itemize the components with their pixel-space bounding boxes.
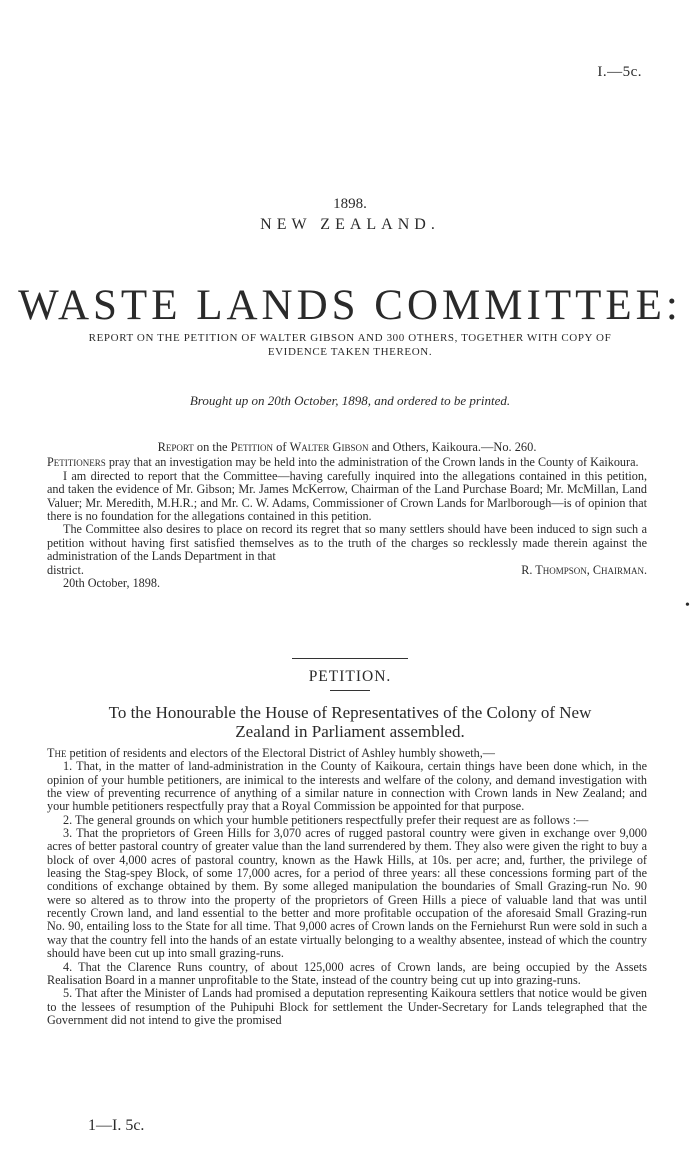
document-title: WASTE LANDS COMMITTEE:	[18, 282, 682, 329]
footer-signature-ref: 1—I. 5c.	[88, 1117, 145, 1134]
petitioners-lead: Petitioners	[47, 455, 106, 470]
petition-paragraph-4: 4. That the Clarence Runs country, of about 125,000 acres of Crown lands, are being occupied by the Assets Realisation Board in a manner unprofitable to the State, instead of the country being cut up into grazing-runs.	[47, 959, 647, 987]
chairman-signature: R. Thompson, Chairman.	[521, 562, 647, 577]
address-line-2: Zealand in Parliament assembled.	[235, 722, 465, 741]
section-divider	[292, 658, 408, 659]
report-sign-line	[47, 564, 647, 577]
report-heading	[47, 441, 647, 454]
petition-title: PETITION.	[308, 668, 392, 685]
report-word: Report	[157, 440, 194, 454]
report-paragraph-2: I am directed to report that the Committee—having carefully inquired into the allegations contained in this petition, and taken the evidence of Mr. Gibson; Mr. James McKerrow, Chairman of the Land Purchase Board; Mr. McMillan, Land Valuer; Mr. Meredith, M.H.R.; and Mr. C. W. Adams, Commissioner of Crown Lands for Marlborough—is of opinion that there is no foundation for the allegations contained in this petition.	[47, 468, 647, 524]
petition-intro	[47, 747, 647, 760]
petitioner-name: Walter Gibson	[289, 440, 369, 454]
page-reference: I.—5c.	[597, 64, 642, 80]
report-paragraph-3: The Committee also desires to place on record its regret that so many settlers should have been induced to sign such a petition without having first satisfied themselves as to the truth of the charges so recklessly made therein against the administration of the Lands Department in that	[47, 522, 647, 564]
address-line-1: To the Honourable the House of Representatives of the Colony of New	[108, 703, 592, 722]
report-paragraph-1	[47, 456, 647, 469]
report-heading-rest: and Others, Kaikoura.—No. 260.	[368, 440, 537, 454]
petition-body	[47, 747, 647, 1027]
petition-paragraph-5: 5. That after the Minister of Lands had promised a deputation representing Kaikoura settlers that notice would be given to the lessees of resumption of the Puhipuhi Block for settlement the Under-Secretary for Lands telegraphed that the Government did not intend to give the promised	[47, 986, 647, 1027]
petition-address	[60, 703, 640, 741]
margin-mark: •	[685, 598, 690, 613]
publication-year: 1898.	[333, 196, 367, 212]
report-of: of	[273, 440, 290, 454]
committee-report	[47, 441, 647, 590]
petition-intro-lead: The	[47, 746, 67, 760]
report-date: 20th October, 1898.	[63, 576, 160, 591]
report-on-the: on the	[193, 440, 231, 454]
country-heading: NEW ZEALAND.	[260, 216, 440, 233]
petition-paragraph-2: 2. The general grounds on which your humble petitioners respectfully prefer their request are as follows :—	[63, 812, 589, 827]
report-paragraph-3-end: district.	[47, 562, 84, 577]
document-subtitle	[30, 331, 670, 359]
report-paragraph-1-text: pray that an investigation may be held into the administration of the Crown lands in the County of Kaikoura.	[105, 455, 639, 470]
petition-paragraph-3: 3. That the proprietors of Green Hills for 3,070 acres of rugged pastoral country were given in exchange over 9,000 acres of better pastoral country of greater value than the land surrendered by them. They also were given the right to buy a block of over 4,000 acres of pastoral country, known as the Hawk Hills, at 10s. per acre; and, further, the privilege of leasing the Stag-spey Block, of some 17,000 acres, for a period of three years: all these concessions forming part of the conditions of exchange obtained by them. By some alleged manipulation the boundaries of Small Grazing-run No. 90 were so altered as to throw into the property of the proprietors of Green Hills a piece of valuable land that was until recently Crown land, and land essential to the better and more profitable occupation of the aforesaid Small Grazing-run No. 90, entailing loss to the State for all time. That 9,000 acres of Crown lands on the Ferniehurst Run were sold in such a way that the country fell into the hands of an estate virtually belonging to a wealthy absentee, instead of which the country should have been cut up into small grazing-runs.	[47, 826, 647, 961]
brought-up-note: Brought up on 20th October, 1898, and ordered to be printed.	[189, 393, 511, 408]
subtitle-line-2: EVIDENCE TAKEN THEREON.	[267, 346, 433, 358]
subtitle-line-1: REPORT ON THE PETITION OF WALTER GIBSON AND 300 OTHERS, TOGETHER WITH COPY OF	[88, 332, 612, 344]
petition-intro-text: petition of residents and electors of the Electoral District of Ashley humbly showeth,—	[66, 746, 495, 760]
title-underline	[330, 690, 370, 691]
petition-word: Petition	[230, 440, 274, 454]
petition-paragraph-1: 1. That, in the matter of land-administration in the County of Kaikoura, certain things have been done which, in the opinion of your humble petitioners, are inimical to the interests and welfare of the colony, and demand investigation with the view of preventing recurrence of anything of a similar nature in connection with Crown lands in New Zealand; and your humble petitioners respectfully pray that a Royal Commission be appointed for that purpose.	[47, 759, 647, 814]
